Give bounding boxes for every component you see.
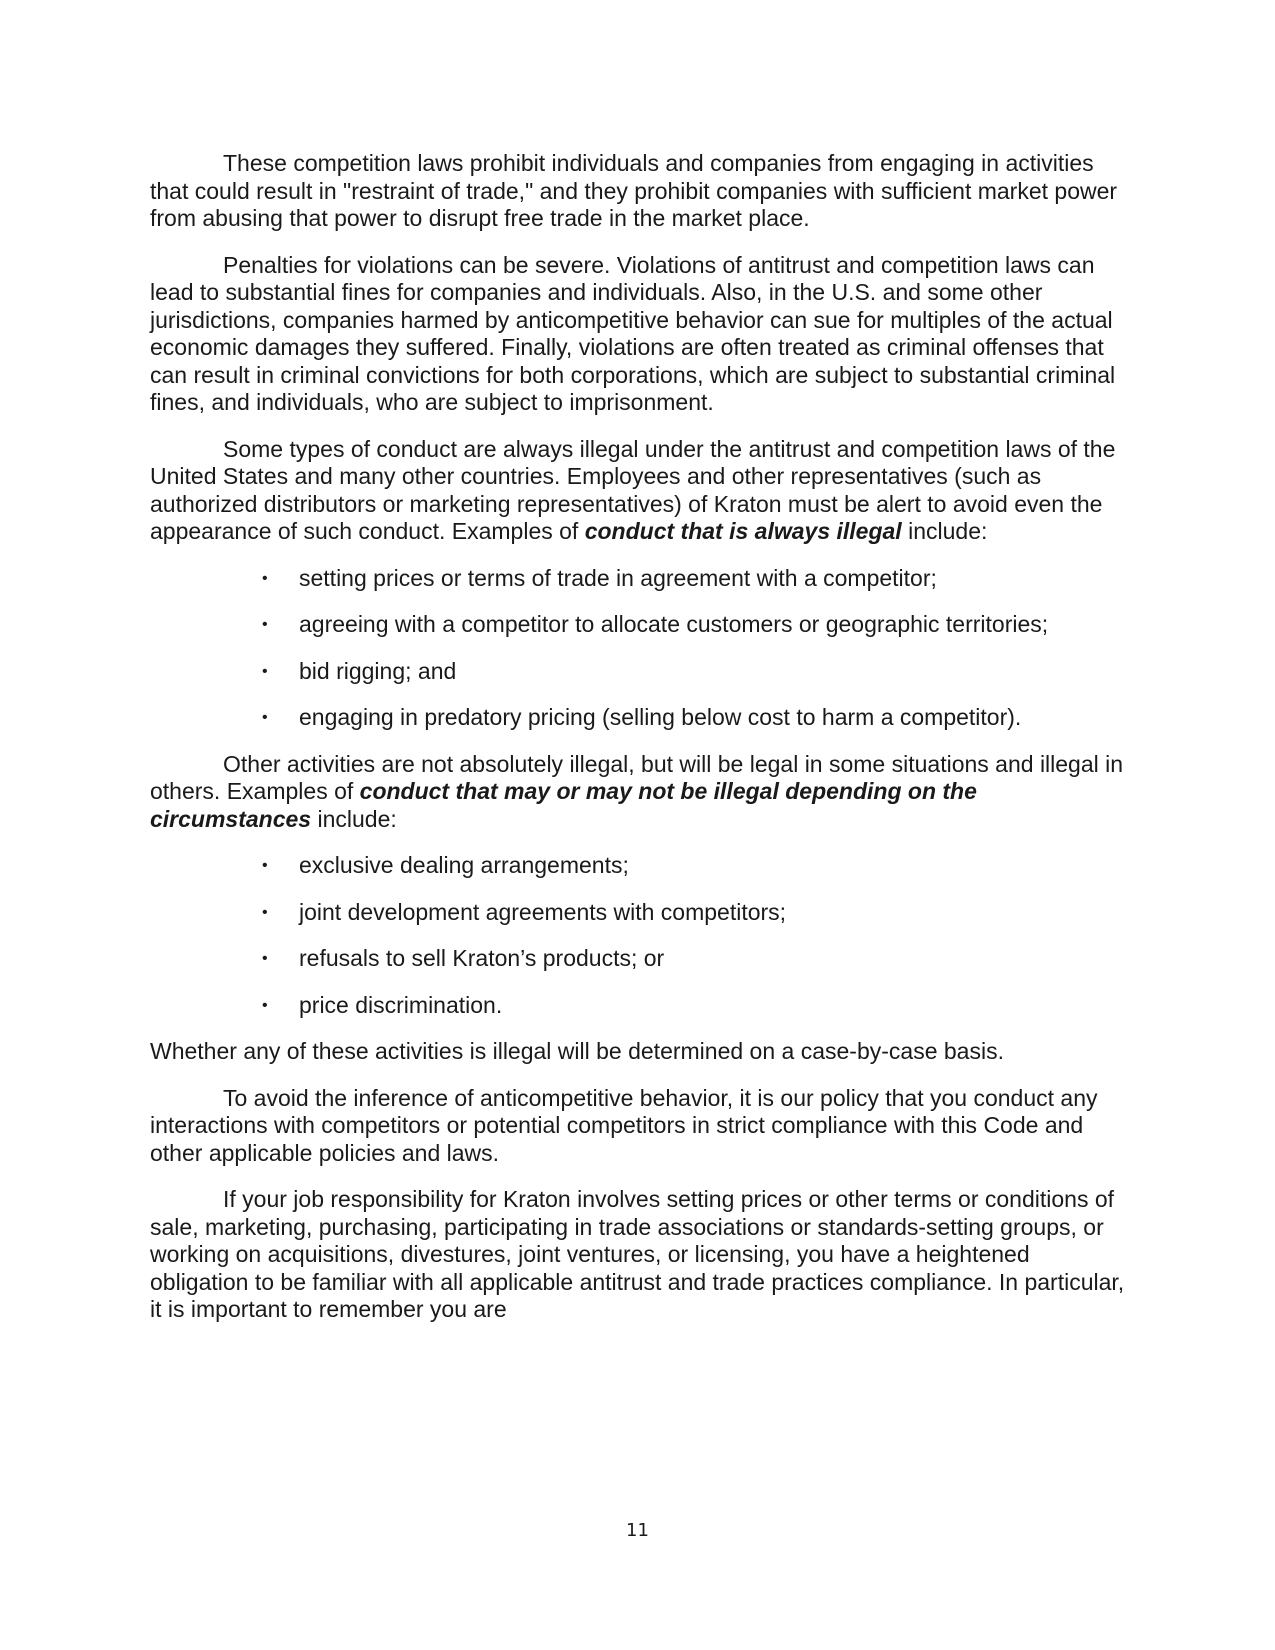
bullet-icon: •: [262, 996, 268, 1014]
list-item-text: exclusive dealing arrangements;: [299, 852, 629, 878]
paragraph-competition-laws: These competition laws prohibit individuals and companies from engaging in activities that could result in "restraint of trade," and they prohibit companies with sufficient market power from abusing that power to disrupt free trade in the market place.: [150, 150, 1118, 231]
bullet-icon: •: [262, 903, 268, 921]
paragraph-heightened-obligation: If your job responsibility for Kraton involves setting prices or other terms or conditions of sale, marketing, purchasing, participating in trade associations or standards-setting groups, or working on acquisitions, divestures, joint ventures, or licensing, you have a heightened obligation to be familiar with all applicable antitrust and trade practices compliance. In particular, it is important to remember you are: [150, 1186, 1125, 1322]
list-item: [150, 704, 1125, 732]
page-number: 11: [626, 1520, 649, 1541]
list-item: [150, 658, 1125, 686]
paragraph-maybe-illegal-intro: [150, 751, 1125, 834]
paragraph-always-illegal-intro: [150, 436, 1125, 546]
list-item-text: setting prices or terms of trade in agreement with a competitor;: [299, 564, 937, 591]
bullet-icon: •: [262, 616, 268, 633]
always-illegal-list: [150, 565, 1125, 732]
bullet-icon: •: [262, 857, 268, 874]
list-item-text: agreeing with a competitor to allocate customers or geographic territories;: [299, 611, 1049, 637]
list-item-text: price discrimination.: [299, 991, 503, 1018]
bullet-icon: •: [262, 569, 268, 587]
bullet-icon: •: [262, 950, 268, 967]
paragraph-policy: To avoid the inference of anticompetitive behavior, it is our policy that you conduct any interactions with competitors or potential competitors in strict compliance with this Code and other applicable policies and laws.: [150, 1084, 1098, 1166]
emphasis-maybe-illegal: conduct that may or may not be illegal depending on the circumstances: [150, 778, 977, 832]
list-item-text: engaging in predatory pricing (selling below cost to harm a competitor).: [299, 704, 1022, 730]
list-item: [150, 992, 1125, 1020]
list-item-text: bid rigging; and: [299, 657, 457, 684]
emphasis-always-illegal: conduct that is always illegal: [584, 518, 902, 544]
list-item: [150, 565, 1125, 593]
paragraph-penalties: Penalties for violations can be severe. Violations of antitrust and competition laws can lead to substantial fines for companies and individuals. Also, in the U.S. and some other jurisdictions, companies harmed by anticompetitive behavior can sue for multiples of the actual economic damages they suffered. Finally, violations are often treated as criminal offenses that can result in criminal convictions for both corporations, which are subject to substantial criminal fines, and individuals, who are subject to imprisonment.: [150, 251, 1116, 415]
paragraph-tail: include:: [311, 805, 397, 832]
list-item-text: joint development agreements with competitors;: [299, 898, 787, 925]
document-page: [150, 150, 1125, 1343]
paragraph-case-by-case: Whether any of these activities is illegal will be determined on a case-by-case basis.: [150, 1038, 1004, 1064]
paragraph-text: Some types of conduct are always illegal under the antitrust and competition laws of the United States and many other countries. Employees and other representatives (such as authorized distributors or marketing representatives) of Kraton must be alert to avoid even the appearance of such conduct. Examples of: [150, 435, 1116, 544]
paragraph-tail: include:: [901, 518, 988, 544]
bullet-icon: •: [262, 709, 268, 726]
paragraph-text: Other activities are not absolutely illegal, but will be legal in some situations and illegal in others. Examples of: [150, 750, 1124, 804]
list-item-text: refusals to sell Kraton’s products; or: [299, 945, 665, 971]
list-item: [150, 852, 1125, 880]
list-item: [150, 611, 1125, 639]
list-item: [150, 899, 1125, 927]
bullet-icon: •: [262, 662, 268, 680]
list-item: [150, 945, 1125, 973]
maybe-illegal-list: [150, 852, 1125, 1019]
